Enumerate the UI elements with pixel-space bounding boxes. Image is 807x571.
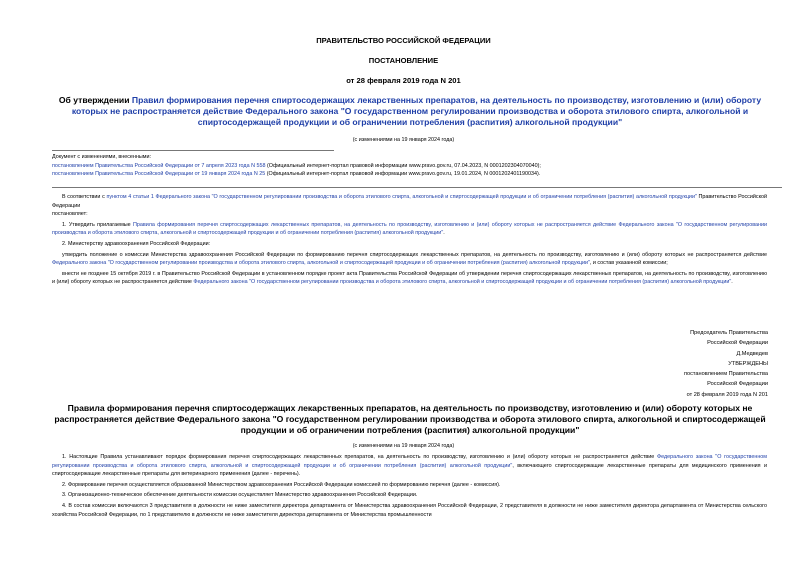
- rules-revision-note: (с изменениями на 19 января 2024 года): [352, 443, 455, 449]
- signature-block: Председатель Правительства Российской Федерации Д.Медведев УТВЕРЖДЕНЫ постановлением Правительства Российской Федерации от 28 февраля 2019 года N 201: [683, 330, 768, 398]
- body-paragraph: внести не позднее 15 октября 2019 г. в Правительство Российской Федерации в установленном порядке проект акта Правительства Российской Федерации об утверждении перечня спиртосодержащих лекарственных препаратов, на деятельность по производству, изготовлению и (или) обороту которых не распространяется действие Федерального закона "О государственном регулировании производства и оборота этилового спирта, алкогольной и спиртосодержащей продукции и об ограничении потребления (распития) алкогольной продукции".: [52, 270, 767, 286]
- amendment-item: постановлением Правительства Российской Федерации от 7 апреля 2023 года N 558 (Официальный интернет-портал правовой информации www.pravo.gov.ru, 07.04.2023, N 0001202304070040);: [52, 162, 541, 169]
- document-title: [52, 95, 768, 128]
- revision-note: (с изменениями на 19 января 2024 года): [352, 137, 455, 143]
- body-paragraph: постановляет:: [52, 211, 88, 218]
- government-header: ПРАВИТЕЛЬСТВО РОССИЙСКОЙ ФЕДЕРАЦИИ: [316, 36, 491, 45]
- law-link[interactable]: Федерального закона "О государственном регулировании производства и оборота этилового спирта, алкогольной и спиртосодержащей продукции и об ограничении потребления (распития) алкогольной продукции": [193, 279, 732, 286]
- divider-bottom: [52, 187, 782, 188]
- title-link[interactable]: Правил формирования перечня спиртосодержащих лекарственных препаратов, на деятельность по производству, изготовлению и (или) обороту которых не распространяется действие Федерального закона "О государственном регулировании производства и оборота этилового спирта, алкогольной и спиртосодержащей продукции и об ограничении потребления (распития) алкогольной продукции": [71, 95, 762, 127]
- rules-paragraph: 3. Организационно-техническое обеспечение деятельности комиссии осуществляет Министерство здравоохранения Российской Федерации.: [62, 492, 418, 499]
- rules-paragraph: 1. Настоящие Правила устанавливают порядок формирования перечня спиртосодержащих лекарственных препаратов, на деятельность по производству, изготовлению и (или) обороту которых не распространяется действие Федерального закона "О государственном регулировании производства и оборота этилового спирта, алкогольной и спиртосодержащей продукции и об ограничении потребления (распития) алкогольной продукции", включающего спиртосодержащие лекарственные препараты для медицинского применения и спиртосодержащие лекарственные препараты для ветеринарного применения (далее - перечень).: [52, 454, 767, 478]
- rules-link[interactable]: Правила формирования перечня спиртосодержащих лекарственных препаратов, на деятельность по производству, изготовлению и (или) обороту которых не распространяется действие Федерального закона "О государственном регулировании производства и оборота этилового спирта, алкогольной и спиртосодержащей продукции и об ограничении потребления (распития) алкогольной продукции": [52, 221, 767, 237]
- law-link[interactable]: Федерального закона "О государственном регулировании производства и оборота этилового спирта, алкогольной и спиртосодержащей продукции и об ограничении потребления (распития) алкогольной продукции": [52, 454, 767, 469]
- body-paragraph: В соответствии с пунктом 4 статьи 1 Федерального закона "О государственном регулировании производства и оборота этилового спирта, алкогольной и спиртосодержащей продукции и об ограничении потребления (распития) алкогольной продукции" Правительство Российской Федерации: [52, 194, 767, 209]
- doc-date-number: от 28 февраля 2019 года N 201: [346, 76, 461, 85]
- amendments-block: [52, 153, 782, 179]
- amendment-link[interactable]: постановлением Правительства Российской Федерации от 7 апреля 2023 года N 558: [52, 162, 266, 169]
- rules-body: [52, 453, 767, 519]
- title-prefix: Об утверждении: [58, 95, 132, 105]
- doc-type: ПОСТАНОВЛЕНИЕ: [368, 56, 439, 65]
- divider-top: [52, 150, 334, 151]
- law-link[interactable]: пунктом 4 статьи 1 Федерального закона "О государственном регулировании производства и оборота этилового спирта, алкогольной и спиртосодержащей продукции и об ограничении потребления (распития) алкогольной продукции": [106, 194, 697, 200]
- rules-paragraph: 4. В состав комиссии включаются 3 представителя в должности не ниже заместителя директора департамента от Министерства здравоохранения Российской Федерации, 2 представителя в должности не ниже заместителя директора департамента от Министерства сельского хозяйства Российской Федерации, по 1 представителю в должности не ниже заместителя директора департамента от Министерства промышленности: [52, 502, 767, 518]
- law-link[interactable]: Федерального закона "О государственном регулировании производства и оборота этилового спирта, алкогольной и спиртосодержащей продукции и об ограничении потребления (распития) алкогольной продукции": [52, 260, 590, 267]
- rules-paragraph: 2. Формирование перечня осуществляется образованной Министерством здравоохранения Российской Федерации комиссией по формированию перечня (далее - комиссия).: [62, 481, 501, 488]
- resolution-body: [52, 193, 767, 287]
- body-paragraph: утвердить положение о комиссии Министерства здравоохранения Российской Федерации по формированию перечня спиртосодержащих лекарственных препаратов, на деятельность по производству, изготовлению и (или) обороту которых не распространяется действие Федерального закона "О государственном регулировании производства и оборота этилового спирта, алкогольной и спиртосодержащей продукции и об ограничении потребления (распития) алкогольной продукции", и состав указанной комиссии;: [52, 251, 767, 267]
- body-paragraph: 1. Утвердить прилагаемые Правила формирования перечня спиртосодержащих лекарственных препаратов, на деятельность по производству, изготовлению и (или) обороту которых не распространяется действие Федерального закона "О государственном регулировании производства и оборота этилового спирта, алкогольной и спиртосодержащей продукции и об ограничении потребления (распития) алкогольной продукции".: [52, 221, 767, 237]
- amendments-intro: Документ с изменениями, внесенными:: [52, 154, 151, 160]
- amendment-link[interactable]: постановлением Правительства Российской Федерации от 19 января 2024 года N 25: [52, 171, 266, 178]
- rules-title: Правила формирования перечня спиртосодержащих лекарственных препаратов, на деятельность по производству, изготовлению и (или) обороту которых не распространяется действие Федерального закона "О государственном регулировании производства и оборота этилового спирта, алкогольной и спиртосодержащей продукции и об ограничении потребления (распития) алкогольной продукции": [54, 403, 766, 435]
- body-paragraph: 2. Министерству здравоохранения Российской Федерации:: [62, 240, 211, 247]
- amendment-item: постановлением Правительства Российской Федерации от 19 января 2024 года N 25 (Официальный интернет-портал правовой информации www.pravo.gov.ru, 19.01.2024, N 0001202401190034).: [52, 171, 541, 178]
